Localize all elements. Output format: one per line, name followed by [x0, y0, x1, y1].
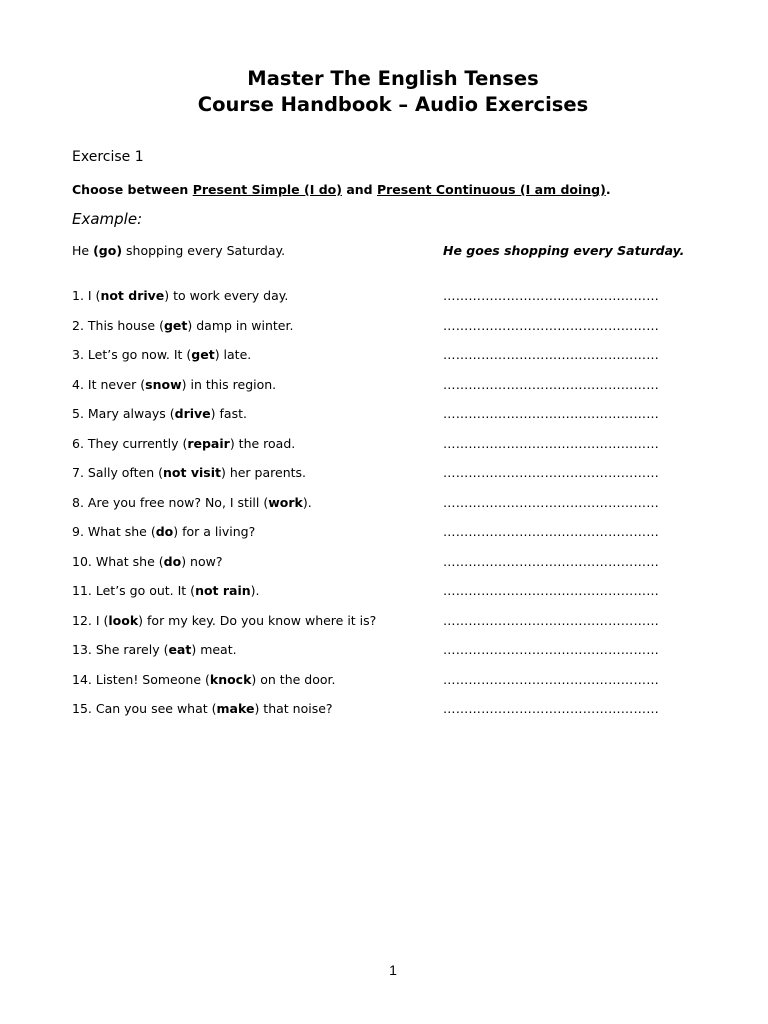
- answer-blank: ……………………………………………: [443, 701, 659, 716]
- question-row: [72, 583, 692, 603]
- instructions-prefix: Choose between: [72, 182, 193, 197]
- question-after: ) the road.: [229, 435, 296, 451]
- question-verb: work: [268, 494, 303, 510]
- question-verb: get: [191, 347, 215, 362]
- title-line-1: Master The English Tenses: [247, 67, 539, 90]
- question-before: 7. Sally often (: [72, 465, 164, 480]
- instructions-suffix: .: [605, 182, 611, 197]
- question-text: [72, 318, 293, 333]
- question-after: ) now?: [181, 553, 223, 569]
- question-verb: eat: [168, 642, 192, 657]
- question-after: ).: [250, 583, 260, 598]
- question-before: 4. It never (: [72, 376, 146, 392]
- question-verb: knock: [209, 671, 252, 687]
- exercise-instructions: [72, 182, 611, 197]
- document-title: [0, 66, 768, 118]
- question-before: 8. Are you free now? No, I still (: [72, 494, 269, 510]
- answer-blank: ……………………………………………: [443, 671, 659, 687]
- question-after: ) damp in winter.: [187, 317, 294, 333]
- question-text: [72, 465, 306, 480]
- question-text: [72, 377, 276, 392]
- example-row: [72, 243, 692, 263]
- question-row: [72, 701, 692, 721]
- answer-blank: ……………………………………………: [443, 612, 659, 628]
- answer-blank: ……………………………………………: [443, 465, 659, 480]
- question-row: [72, 642, 692, 662]
- instructions-option-1: Present Simple (I do): [192, 182, 342, 197]
- answer-blank: ……………………………………………: [443, 524, 659, 539]
- answer-blank: ……………………………………………: [443, 583, 659, 598]
- question-after: ) her parents.: [220, 465, 307, 480]
- question-after: ) meat.: [191, 642, 237, 657]
- question-before: 5. Mary always (: [72, 406, 175, 421]
- question-text: [72, 554, 222, 569]
- question-verb: get: [163, 317, 188, 333]
- answer-blank: ……………………………………………: [443, 494, 659, 510]
- question-verb: not rain: [195, 583, 251, 598]
- question-after: ) to work every day.: [164, 288, 289, 303]
- question-row: [72, 288, 692, 308]
- question-verb: make: [216, 701, 255, 716]
- answer-blank: ……………………………………………: [443, 376, 659, 392]
- question-row: [72, 672, 692, 692]
- question-verb: not drive: [100, 288, 165, 303]
- example-verb: (go): [93, 243, 123, 258]
- question-row: [72, 465, 692, 485]
- example-answer: He goes shopping every Saturday.: [443, 243, 685, 258]
- answer-blank: ……………………………………………: [443, 406, 659, 421]
- question-text: [72, 672, 335, 687]
- question-verb: drive: [174, 406, 211, 421]
- question-text: [72, 613, 376, 628]
- question-row: [72, 347, 692, 367]
- question-after: ) for my key. Do you know where it is?: [138, 612, 377, 628]
- question-text: [72, 288, 288, 303]
- exercise-heading: Exercise 1: [72, 149, 144, 165]
- question-row: [72, 406, 692, 426]
- question-before: 10. What she (: [72, 553, 164, 569]
- question-verb: repair: [187, 435, 230, 451]
- question-verb: do: [155, 524, 174, 539]
- question-text: [72, 701, 333, 716]
- question-row: [72, 436, 692, 456]
- question-text: [72, 583, 260, 598]
- question-before: 14. Listen! Someone (: [72, 671, 210, 687]
- question-row: [72, 554, 692, 574]
- question-text: [72, 436, 295, 451]
- answer-blank: ……………………………………………: [443, 435, 659, 451]
- question-row: [72, 318, 692, 338]
- question-text: [72, 406, 247, 421]
- question-verb: look: [108, 612, 139, 628]
- question-row: [72, 377, 692, 397]
- instructions-middle: and: [341, 182, 377, 197]
- answer-blank: ……………………………………………: [443, 347, 659, 362]
- instructions-option-2: Present Continuous (I am doing): [376, 182, 606, 197]
- question-row: [72, 495, 692, 515]
- question-text: [72, 347, 251, 362]
- question-before: 12. I (: [72, 612, 109, 628]
- question-row: [72, 524, 692, 544]
- question-verb: snow: [145, 376, 182, 392]
- question-before: 3. Let’s go now. It (: [72, 347, 192, 362]
- question-before: 13. She rarely (: [72, 642, 169, 657]
- example-before: He: [72, 243, 94, 258]
- question-after: ) in this region.: [181, 376, 277, 392]
- question-after: ) that noise?: [254, 701, 333, 716]
- question-before: 1. I (: [72, 288, 101, 303]
- example-label: Example:: [72, 210, 143, 228]
- question-before: 9. What she (: [72, 524, 156, 539]
- question-after: ) for a living?: [173, 524, 256, 539]
- question-row: [72, 613, 692, 633]
- answer-blank: ……………………………………………: [443, 642, 659, 657]
- question-verb: not visit: [163, 465, 221, 480]
- page-number: 1: [389, 962, 397, 978]
- question-before: 11. Let’s go out. It (: [72, 583, 196, 598]
- question-after: ) on the door.: [251, 671, 336, 687]
- title-line-2: Course Handbook – Audio Exercises: [197, 93, 589, 116]
- question-after: ) fast.: [210, 406, 247, 421]
- answer-blank: ……………………………………………: [443, 288, 659, 303]
- question-after: ) late.: [214, 347, 252, 362]
- answer-blank: ……………………………………………: [443, 553, 659, 569]
- question-verb: do: [163, 553, 182, 569]
- question-after: ).: [302, 494, 312, 510]
- question-before: 15. Can you see what (: [72, 701, 217, 716]
- question-text: [72, 524, 255, 539]
- example-after: shopping every Saturday.: [122, 243, 286, 258]
- question-text: [72, 495, 312, 510]
- question-before: 6. They currently (: [72, 435, 188, 451]
- example-question: [72, 243, 285, 258]
- answer-blank: ……………………………………………: [443, 317, 659, 333]
- question-text: [72, 642, 237, 657]
- question-before: 2. This house (: [72, 317, 164, 333]
